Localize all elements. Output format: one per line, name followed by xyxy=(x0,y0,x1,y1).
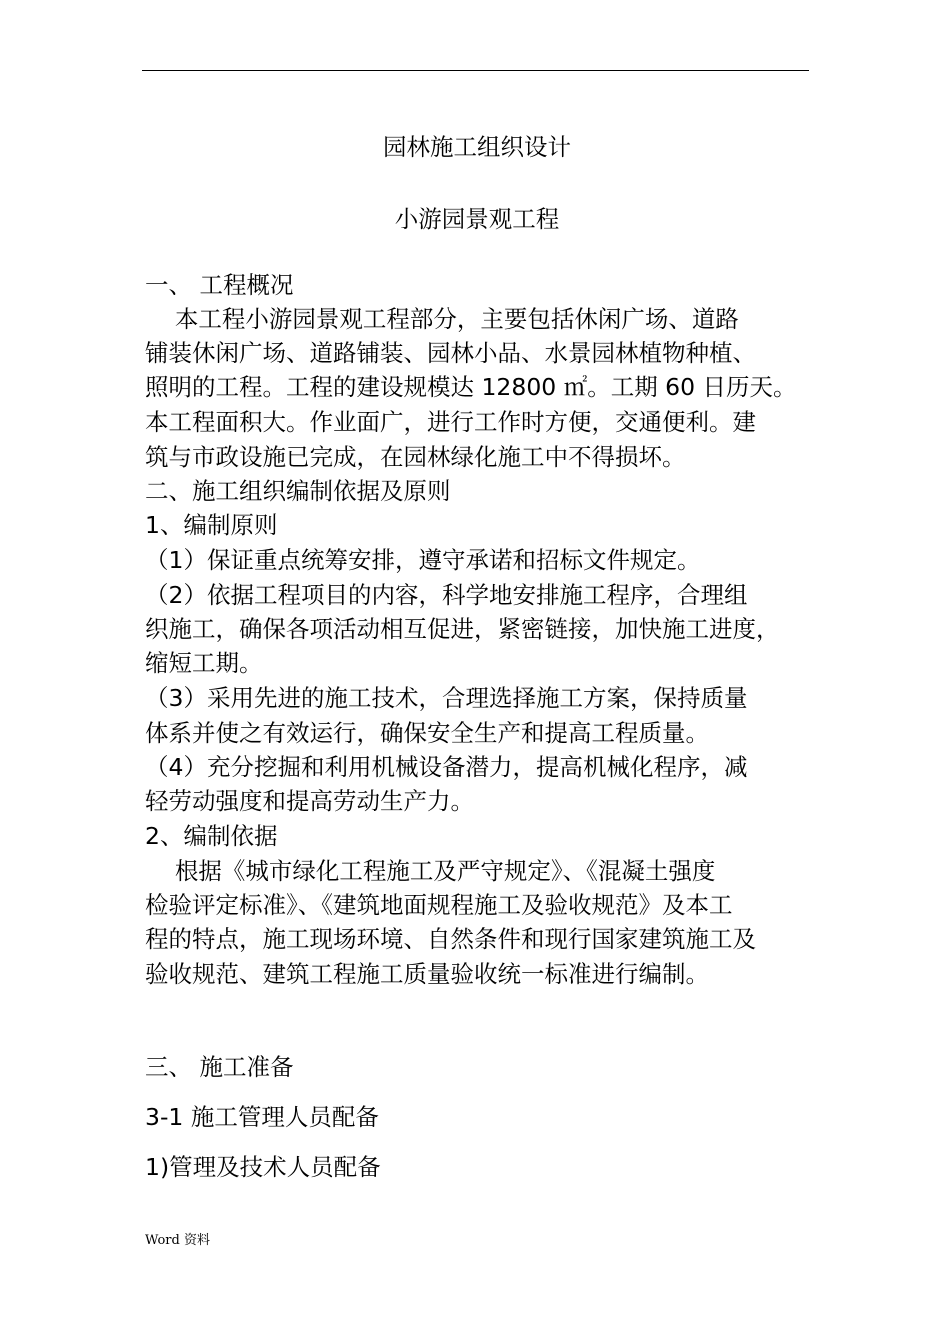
paragraph-line: 筑与市政设施已完成，在园林绿化施工中不得损坏。 xyxy=(145,443,686,471)
list-item-1: （1）保证重点统筹安排，遵守承诺和招标文件规定。 xyxy=(145,546,701,574)
section-heading-basis: 二、施工组织编制依据及原则 xyxy=(145,477,451,505)
page-footer-label: Word 资料 xyxy=(145,1233,210,1248)
paragraph-line: 检验评定标准》、《建筑地面规程施工及验收规范》及本工 xyxy=(145,891,733,919)
paragraph-line: 缩短工期。 xyxy=(145,649,263,677)
paragraph-line: 铺装休闲广场、道路铺装、园林小品、水景园林植物种植、 xyxy=(145,339,756,367)
paragraph-line: 织施工，确保各项活动相互促进，紧密链接，加快施工进度， xyxy=(145,615,780,643)
paragraph-line: 照明的工程。工程的建设规模达 12800 ㎡。工期 60 日历天。 xyxy=(145,373,797,401)
paragraph-line: 本工程小游园景观工程部分，主要包括休闲广场、道路 xyxy=(145,305,739,333)
subsection-heading-staffing: 3-1 施工管理人员配备 xyxy=(145,1103,379,1131)
document-subtitle: 小游园景观工程 xyxy=(394,205,560,233)
paragraph-line: 体系并使之有效运行，确保安全生产和提高工程质量。 xyxy=(145,719,709,747)
subsection-heading-basis: 2、编制依据 xyxy=(145,822,278,850)
document-title: 园林施工组织设计 xyxy=(383,133,571,161)
section-heading-preparation: 三、 施工准备 xyxy=(145,1053,294,1081)
paragraph-line: 根据《城市绿化工程施工及严守规定》、《混凝土强度 xyxy=(145,857,716,885)
section-heading-overview: 一、 工程概况 xyxy=(145,271,294,299)
paragraph-line: 轻劳动强度和提高劳动生产力。 xyxy=(145,787,474,815)
list-item-4: （4）充分挖掘和利用机械设备潜力，提高机械化程序，减 xyxy=(145,753,748,781)
list-item-2: （2）依据工程项目的内容，科学地安排施工程序，合理组 xyxy=(145,581,748,609)
list-item-3: （3）采用先进的施工技术，合理选择施工方案，保持质量 xyxy=(145,684,748,712)
paragraph-line: 验收规范、建筑工程施工质量验收统一标准进行编制。 xyxy=(145,960,709,988)
header-rule xyxy=(142,70,809,71)
subsection-heading-technical-staff: 1)管理及技术人员配备 xyxy=(145,1153,381,1181)
paragraph-line: 本工程面积大。作业面广，进行工作时方便，交通便利。建 xyxy=(145,408,756,436)
paragraph-line: 程的特点，施工现场环境、自然条件和现行国家建筑施工及 xyxy=(145,925,756,953)
subsection-heading-principles: 1、编制原则 xyxy=(145,511,278,539)
